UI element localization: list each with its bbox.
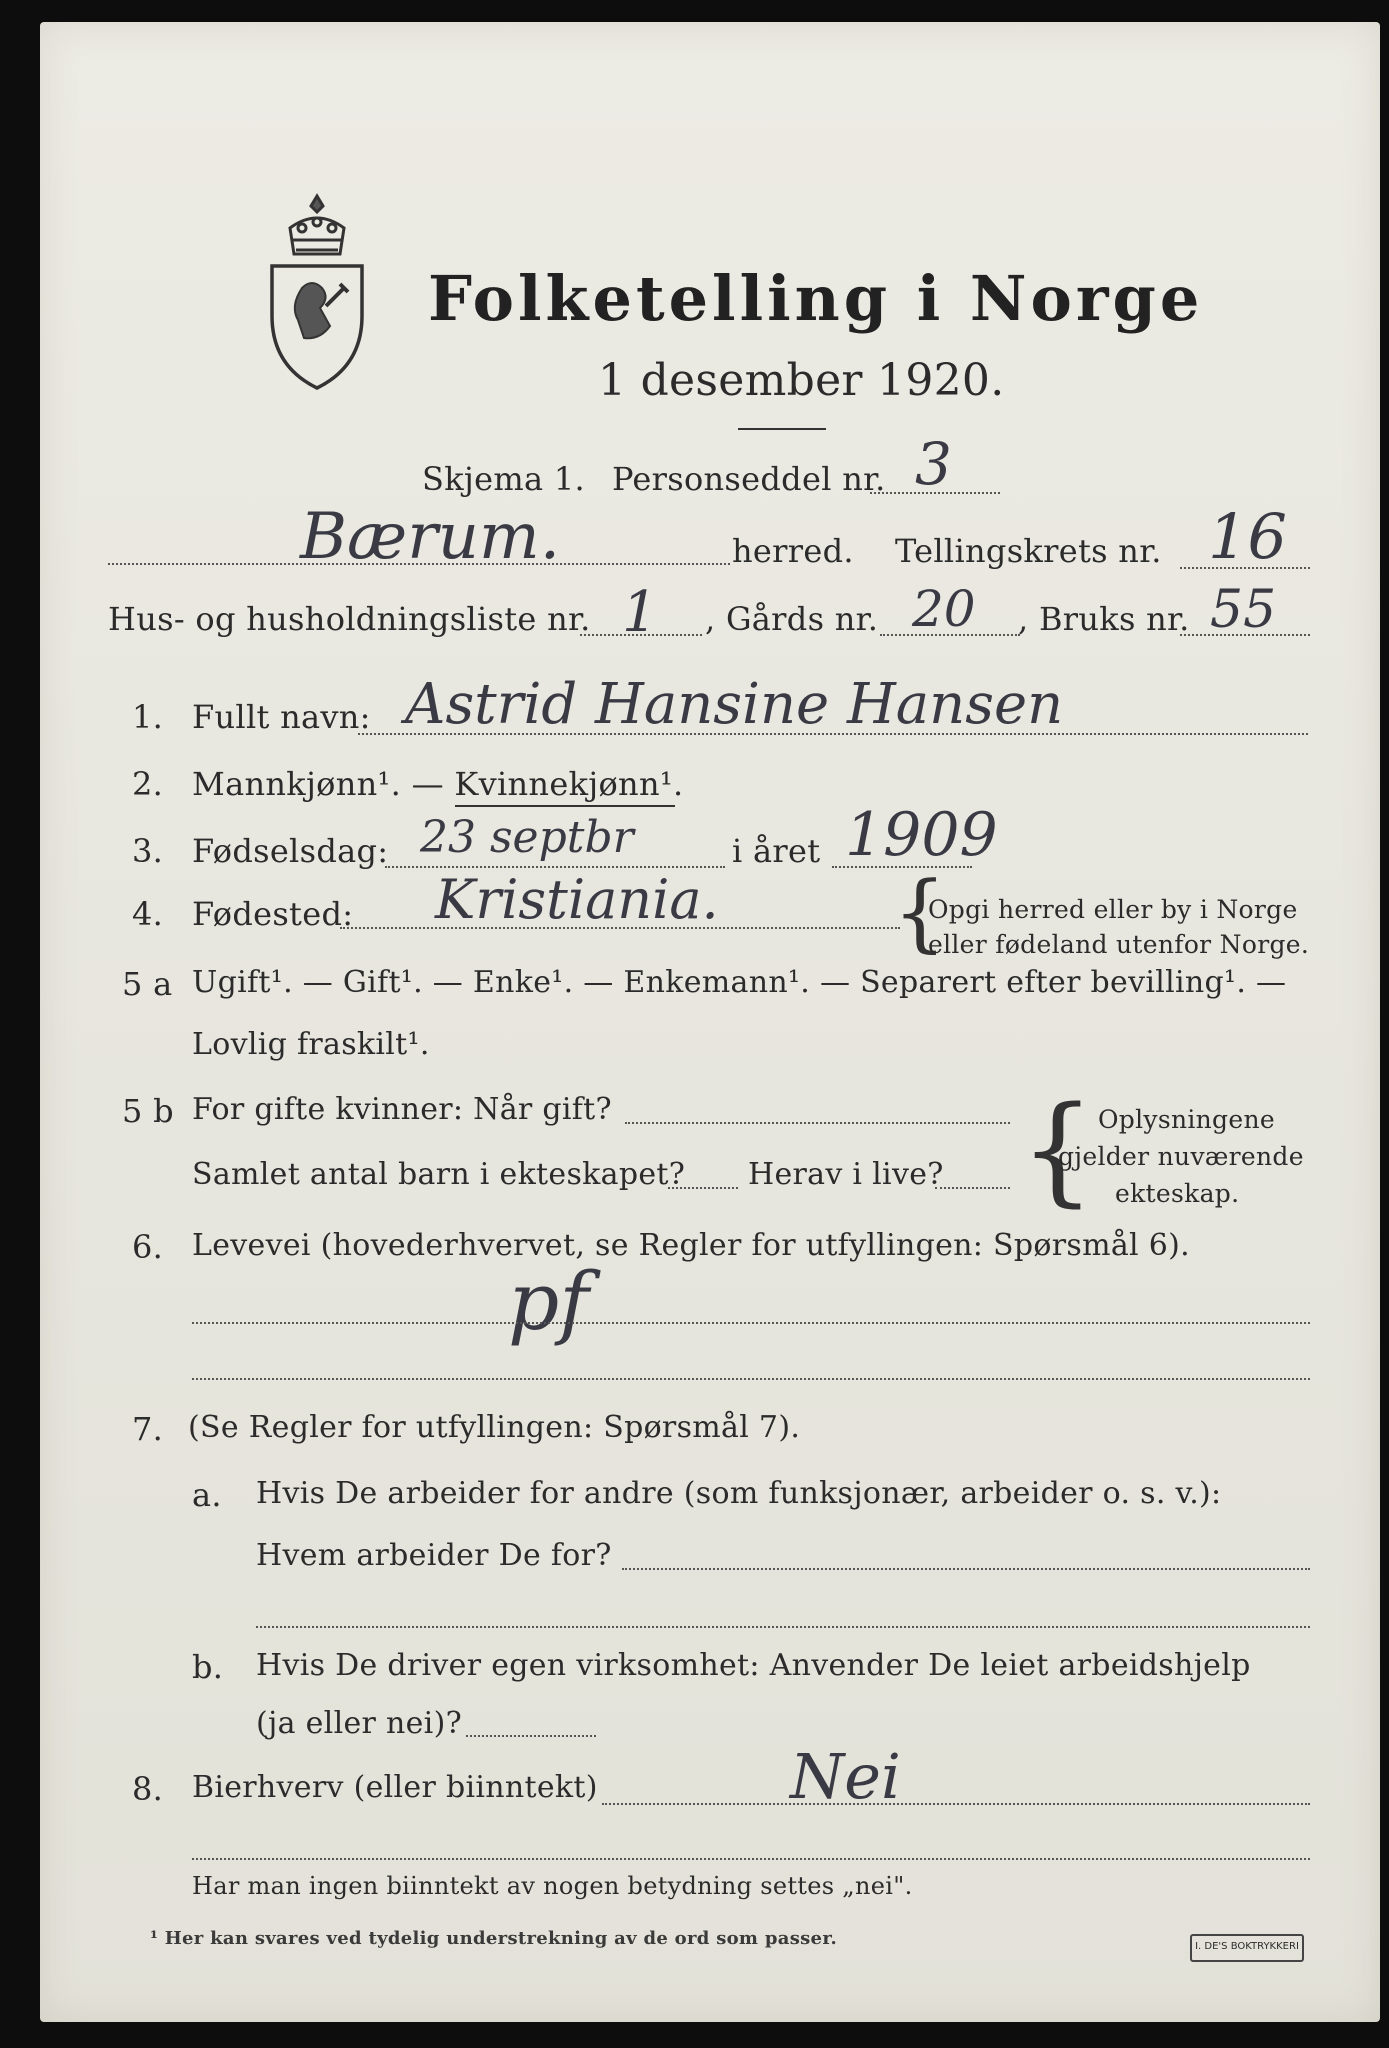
personseddel-label: Personseddel nr. (612, 460, 886, 498)
bruks-label: , Bruks nr. (1018, 600, 1190, 638)
q4-number: 4. (132, 895, 164, 933)
footnote: ¹ Her kan svares ved tydelig understrekning av de ord som passer. (150, 1928, 838, 1949)
q7-number: 7. (132, 1410, 164, 1448)
coat-of-arms-icon (262, 188, 372, 393)
q1-label: Fullt navn: (192, 698, 371, 736)
q3-year-value: 1909 (845, 800, 998, 870)
q2-number: 2. (132, 765, 164, 803)
q5a-line2: Lovlig fraskilt¹. (192, 1027, 430, 1062)
q5b-when-line (625, 1122, 1010, 1124)
bruks-value: 55 (1210, 580, 1277, 640)
printer-stamp-text: I. DE'S BOKTRYKKERI (1195, 1941, 1299, 1952)
footer-note: Har man ingen biinntekt av nogen betydning settes „nei". (192, 1872, 913, 1900)
q7b-line1: Hvis De driver egen virksomhet: Anvender De leiet arbeidshjelp (256, 1648, 1251, 1683)
q5a-line1: Ugift¹. — Gift¹. — Enke¹. — Enkemann¹. — Separert efter bevilling¹. — (192, 965, 1287, 1000)
herred-line (108, 563, 730, 565)
personseddel-value: 3 (915, 430, 952, 498)
q6-value: pf (508, 1255, 589, 1348)
tellingskrets-value: 16 (1208, 500, 1287, 573)
q5b-note-line1: Oplysningene (1098, 1105, 1275, 1134)
q7b-line2: (ja eller nei)? (256, 1706, 462, 1741)
q3-number: 3. (132, 832, 164, 870)
q8-value: Nei (790, 1740, 901, 1813)
skjema-label: Skjema 1. (422, 460, 585, 498)
q5b-note-line2: gjelder nuværende (1058, 1142, 1304, 1171)
q4-label: Fødested: (192, 895, 354, 933)
q5b-children-line (668, 1187, 738, 1189)
q2-label: Mannkjønn¹. — Kvinnekjønn¹. (192, 765, 684, 803)
q1-number: 1. (132, 698, 164, 736)
q6-line1 (192, 1322, 1310, 1324)
q7a-extra-line (256, 1626, 1310, 1628)
q7a-employer-line (622, 1568, 1310, 1570)
q5a-number: 5 a (122, 965, 173, 1003)
q7b-letter: b. (192, 1648, 224, 1686)
q8-label: Bierhverv (eller biinntekt) (192, 1770, 598, 1805)
form-title: Folketelling i Norge (428, 262, 1204, 335)
q5b-line1: For gifte kvinner: Når gift? (192, 1092, 612, 1127)
q6-number: 6. (132, 1228, 164, 1266)
printer-stamp (1190, 1934, 1304, 1962)
q6-line2 (192, 1378, 1310, 1380)
herred-value: Bærum. (300, 500, 561, 574)
q7b-answer-line (466, 1735, 596, 1737)
q7a-letter: a. (192, 1476, 222, 1514)
q5b-brace: { (1020, 1080, 1096, 1218)
q8-line (602, 1803, 1310, 1805)
q4-brace: { (893, 863, 947, 961)
husliste-label: Hus- og husholdningsliste nr. (108, 600, 591, 638)
q5b-number: 5 b (122, 1092, 174, 1130)
herred-label: herred. (732, 532, 854, 570)
q4-note-line1: Opgi herred eller by i Norge (928, 895, 1298, 924)
q8-extra-line (192, 1858, 1310, 1860)
q7-label: (Se Regler for utfyllingen: Spørsmål 7). (188, 1410, 801, 1445)
q3-day-value: 23 septbr (420, 812, 634, 863)
tellingskrets-label: Tellingskrets nr. (895, 532, 1162, 570)
gards-value: 20 (912, 580, 976, 638)
q7a-line1: Hvis De arbeider for andre (som funksjonær, arbeider o. s. v.): (256, 1476, 1222, 1511)
q5b-children-label: Samlet antal barn i ekteskapet? (192, 1157, 686, 1192)
gards-label: , Gårds nr. (705, 600, 879, 638)
q5b-alive-line (935, 1187, 1010, 1189)
q6-label: Levevei (hovederhvervet, se Regler for utfyllingen: Spørsmål 6). (192, 1228, 1190, 1263)
husliste-value: 1 (622, 580, 658, 645)
q4-value: Kristiania. (435, 868, 719, 931)
q5b-alive-label: Herav i live? (748, 1157, 944, 1192)
title-rule (738, 428, 826, 430)
q7a-line2: Hvem arbeider De for? (256, 1538, 612, 1573)
q8-number: 8. (132, 1770, 164, 1808)
q4-note-line2: eller fødeland utenfor Norge. (928, 930, 1310, 959)
q3-year-label: i året (732, 832, 821, 870)
form-date: 1 desember 1920. (598, 355, 1005, 406)
q2-kvinnekjonn-underline (455, 805, 675, 807)
q1-value: Astrid Hansine Hansen (405, 672, 1064, 737)
q3-label: Fødselsdag: (192, 832, 389, 870)
q5b-note-line3: ekteskap. (1115, 1179, 1240, 1208)
